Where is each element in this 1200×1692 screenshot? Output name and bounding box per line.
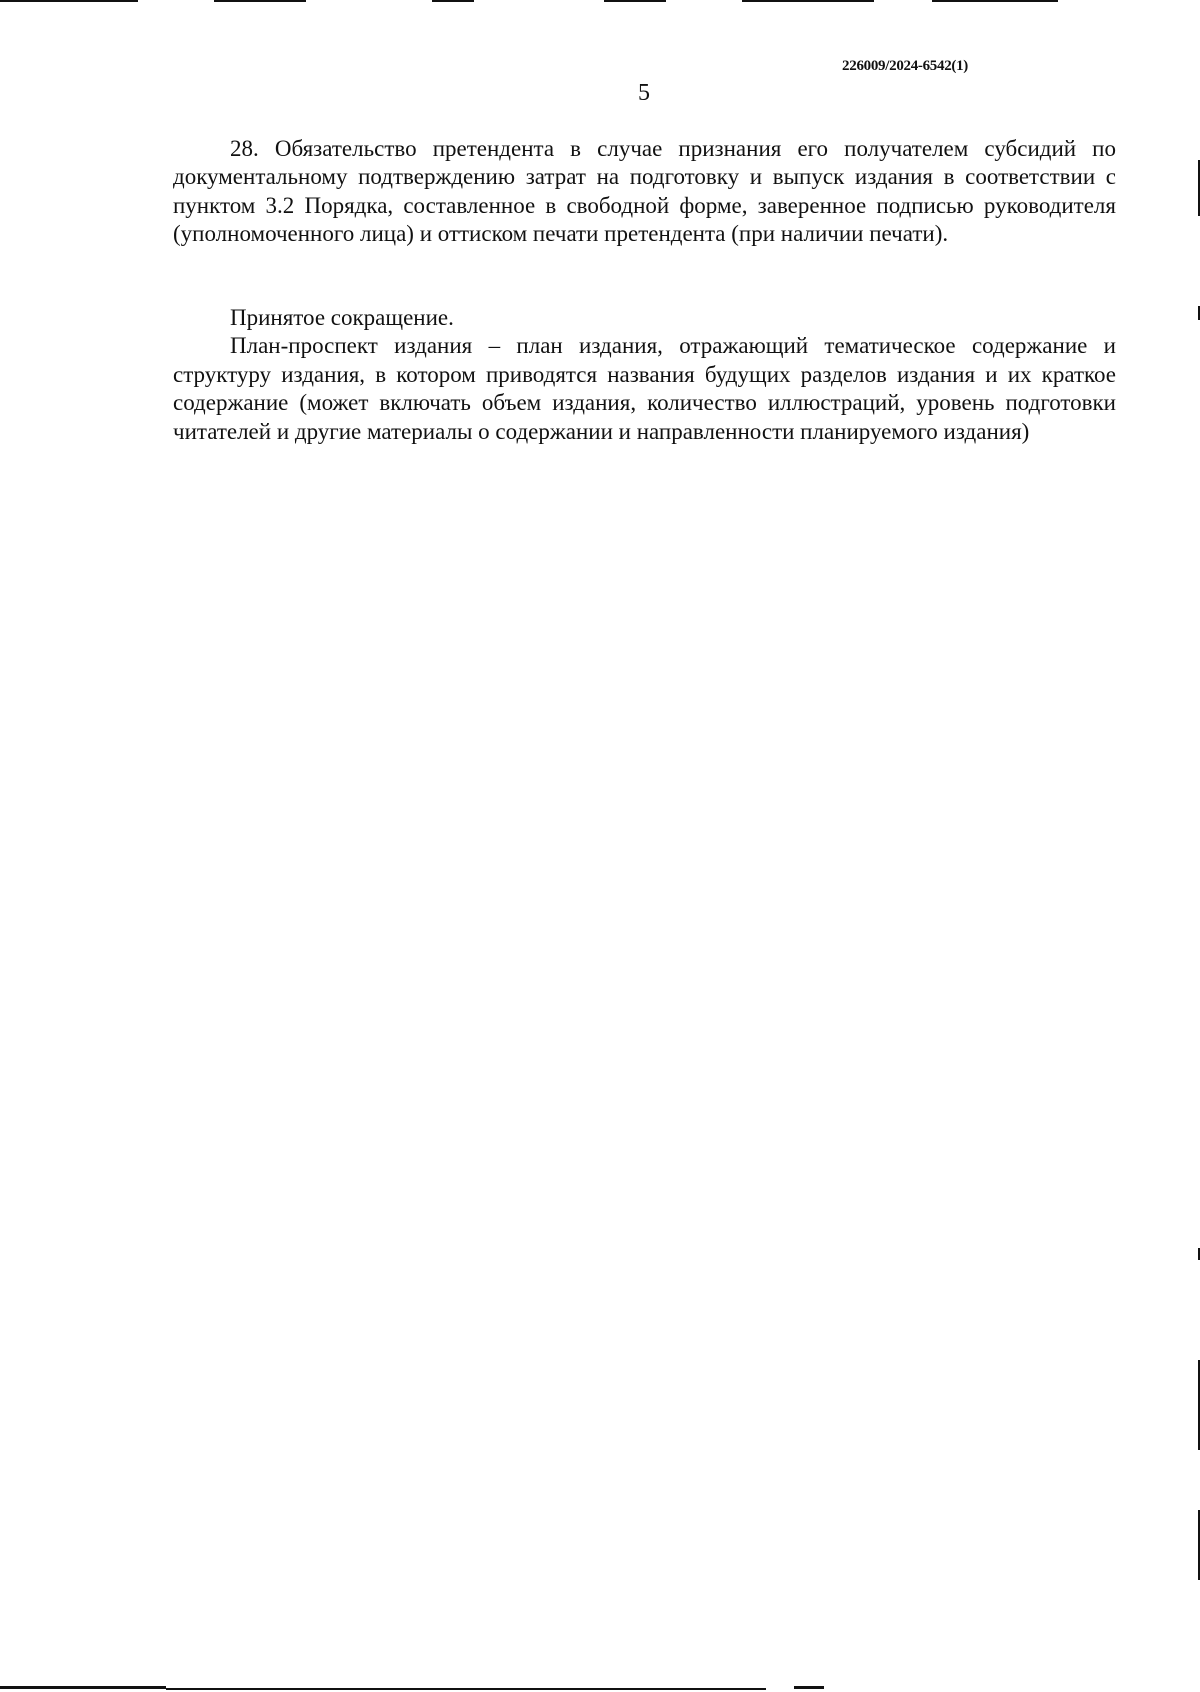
scan-artifact-top — [432, 0, 474, 2]
scan-artifact-bottom — [0, 1686, 166, 1689]
scan-artifact-top — [0, 0, 138, 2]
item-28-block — [173, 135, 1116, 249]
document-id: 226009/2024-6542(1) — [842, 58, 968, 74]
abbreviation-heading: Принятое сокращение. — [230, 305, 454, 330]
scan-artifact-top — [214, 0, 306, 2]
abbreviation-block — [173, 304, 1116, 446]
scan-artifact-top — [932, 0, 1058, 2]
scan-artifact-bottom — [166, 1688, 766, 1690]
scan-artifact-bottom — [794, 1686, 824, 1689]
item-28-paragraph: 28. Обязательство претендента в случае признания его получателем субсидий по документальному подтверждению затрат на подготовку и выпуск издания в соответствии с пунктом 3.2 Порядка, составленное в свободной форме, заверенное подписью руководителя (уполномоченного лица) и оттиском печати претендента (при наличии печати). — [173, 136, 1116, 247]
abbreviation-definition: План-проспект издания – план издания, отражающий тематическое содержание и структуру издания, в котором приводятся названия будущих разделов издания и их краткое содержание (может включать объем издания, количество иллюстраций, уровень подготовки читателей и другие материалы о содержании и направленности планируемого издания) — [173, 333, 1116, 444]
scan-artifact-top — [742, 0, 874, 2]
scan-artifact-top — [604, 0, 666, 2]
page-number: 5 — [638, 80, 650, 106]
